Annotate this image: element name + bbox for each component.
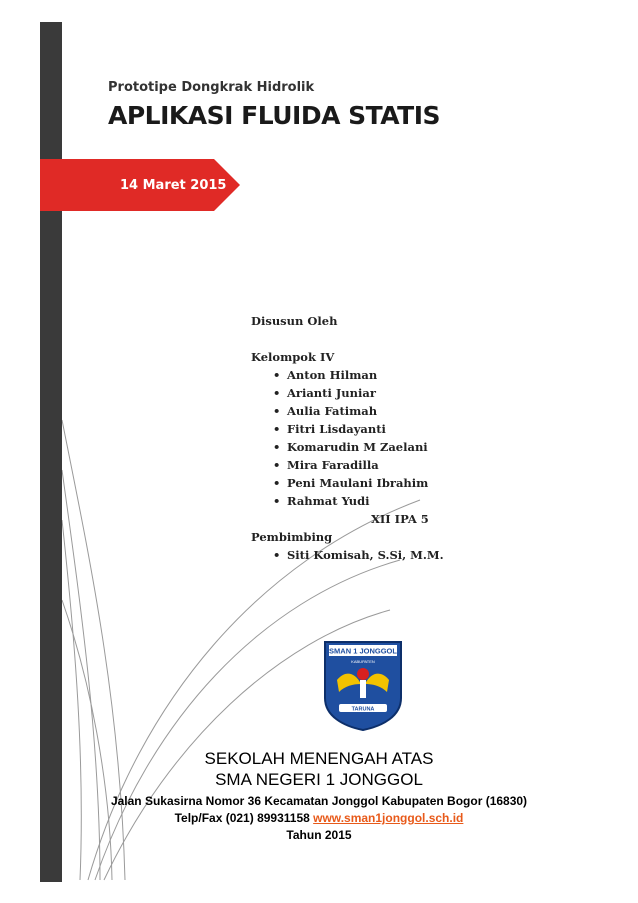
bullet-icon: • xyxy=(273,440,281,454)
list-item: • Rahmat Yudi xyxy=(273,494,370,508)
group-label: Kelompok IV xyxy=(251,350,335,364)
bullet-icon: • xyxy=(273,422,281,436)
school-logo xyxy=(323,640,403,732)
bullet-icon: • xyxy=(273,458,281,472)
school-level: SEKOLAH MENENGAH ATAS xyxy=(204,749,434,768)
logo-bottom-text: TARUNA xyxy=(351,706,375,713)
list-item: • Arianti Juniar xyxy=(273,386,376,400)
logo-top-text: SMAN 1 JONGGOL xyxy=(329,646,397,656)
member-list xyxy=(251,366,571,510)
list-item: • Anton Hilman xyxy=(273,368,378,382)
bullet-icon: • xyxy=(273,548,281,562)
list-item: • Aulia Fatimah xyxy=(273,404,378,418)
school-name: SMA NEGERI 1 JONGGOL xyxy=(215,770,423,789)
advisor-label: Pembimbing xyxy=(251,530,333,544)
school-info xyxy=(0,748,638,844)
bullet-icon: • xyxy=(273,368,281,382)
document-subtitle: Prototipe Dongkrak Hidrolik xyxy=(108,80,315,95)
advisor-list xyxy=(251,546,571,564)
document-date: 14 Maret 2015 xyxy=(120,178,227,193)
list-item: • Siti Komisah, S.Si, M.M. xyxy=(273,548,444,562)
school-contact xyxy=(0,810,638,827)
document-title: APLIKASI FLUIDA STATIS xyxy=(108,101,441,130)
list-item: • Peni Maulani Ibrahim xyxy=(273,476,429,490)
document-year: Tahun 2015 xyxy=(286,828,352,842)
authors-section xyxy=(251,312,571,564)
list-item: • Komarudin M Zaelani xyxy=(273,440,428,454)
bullet-icon: • xyxy=(273,386,281,400)
compiled-by-label: Disusun Oleh xyxy=(251,314,338,328)
school-address: Jalan Sukasirna Nomor 36 Kecamatan Jonggol Kabupaten Bogor (16830) xyxy=(110,794,528,808)
bullet-icon: • xyxy=(273,494,281,508)
bullet-icon: • xyxy=(273,404,281,418)
class-label: XII IPA 5 xyxy=(371,512,429,526)
list-item: • Fitri Lisdayanti xyxy=(273,422,386,436)
list-item: • Mira Faradilla xyxy=(273,458,379,472)
bullet-icon: • xyxy=(273,476,281,490)
logo-sub-text: KABUPATEN xyxy=(351,659,375,664)
school-website-link[interactable]: www.sman1jonggol.sch.id xyxy=(313,811,464,825)
school-phone: Telp/Fax (021) 89931158 xyxy=(174,811,314,825)
